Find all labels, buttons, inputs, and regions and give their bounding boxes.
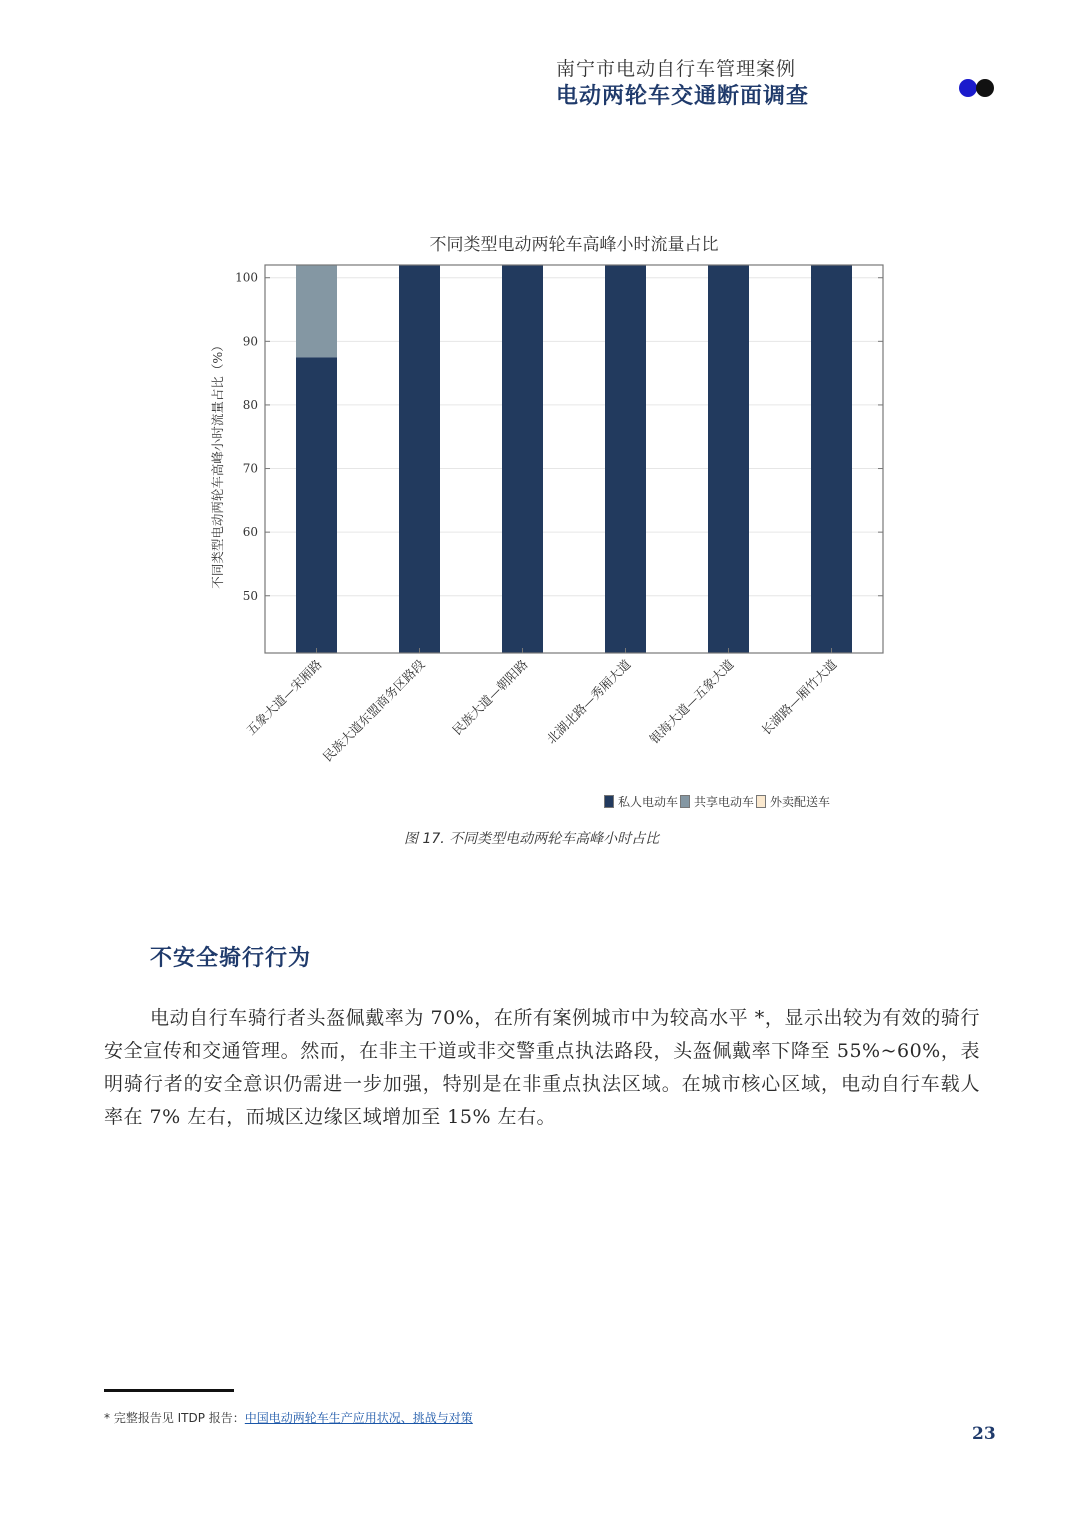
x-tick-label: 长湖路—厢竹大道 <box>758 656 840 738</box>
page-number: 23 <box>972 1424 996 1444</box>
blue-dot-icon <box>959 79 977 97</box>
bar-segment <box>399 265 440 653</box>
y-tick-label: 70 <box>242 461 258 476</box>
plot-frame <box>265 265 883 653</box>
footnote-report-link[interactable]: 中国电动两轮车生产应用状况、挑战与对策 <box>244 1411 473 1425</box>
figure-caption: 图 17. 不同类型电动两轮车高峰小时占比 <box>404 831 660 847</box>
legend-label-private: 私人电动车 <box>618 795 679 809</box>
legend-swatch-private <box>604 795 614 808</box>
bar-segment <box>296 265 337 357</box>
footnote <box>104 1409 473 1426</box>
bar-segment <box>708 265 749 653</box>
x-tick-label: 五象大道—宋厢路 <box>243 656 325 738</box>
legend-item-delivery <box>756 793 830 810</box>
x-tick-label: 民族大道—朝阳路 <box>449 656 531 738</box>
x-tick-label: 银海大道—五象大道 <box>646 656 737 747</box>
bar-segment <box>502 265 543 653</box>
legend-swatch-delivery <box>756 795 766 808</box>
legend-label-delivery: 外卖配送车 <box>770 795 831 809</box>
y-tick-label: 50 <box>242 588 258 603</box>
legend-item-shared <box>680 793 754 810</box>
legend-swatch-shared <box>680 795 690 808</box>
chart-legend <box>604 793 832 810</box>
stacked-bar-chart <box>200 255 900 785</box>
y-tick-label: 100 <box>235 270 258 285</box>
y-axis-label: 不同类型电动两轮车高峰小时流量占比（%） <box>210 339 225 589</box>
chart-title: 不同类型电动两轮车高峰小时流量占比 <box>429 235 719 255</box>
y-tick-label: 90 <box>242 334 258 349</box>
header-subtitle: 南宁市电动自行车管理案例 <box>556 58 797 80</box>
black-dot-icon <box>976 79 994 97</box>
x-tick-label: 北湖北路—秀厢大道 <box>543 656 634 747</box>
section-heading: 不安全骑行行为 <box>150 945 312 971</box>
bar-segment <box>605 265 646 653</box>
body-paragraph: 电动自行车骑行者头盔佩戴率为 70%，在所有案例城市中为较高水平 *，显示出较为有效的骑行安全宣传和交通管理。然而，在非主干道或非交警重点执法路段，头盔佩戴率下降至 55%~60%，表明骑行者的安全意识仍需进一步加强，特别是在非重点执法区域。在城市核心区域，电动自行车载人率在 7% 左右，而城区边缘区域增加至 15% 左右。 <box>104 1007 980 1128</box>
footnote-prefix: * 完整报告见 ITDP 报告： <box>104 1411 245 1425</box>
y-tick-label: 60 <box>242 525 258 540</box>
legend-label-shared: 共享电动车 <box>694 795 755 809</box>
legend-item-private <box>604 793 678 810</box>
x-tick-label: 民族大道东盟商务区路段 <box>319 656 428 765</box>
header-title: 电动两轮车交通断面调查 <box>556 83 810 109</box>
y-tick-label: 80 <box>242 397 258 412</box>
footnote-divider <box>104 1389 234 1392</box>
bar-segment <box>811 265 852 653</box>
brand-dots-icon <box>959 79 999 97</box>
bar-segment <box>296 357 337 653</box>
